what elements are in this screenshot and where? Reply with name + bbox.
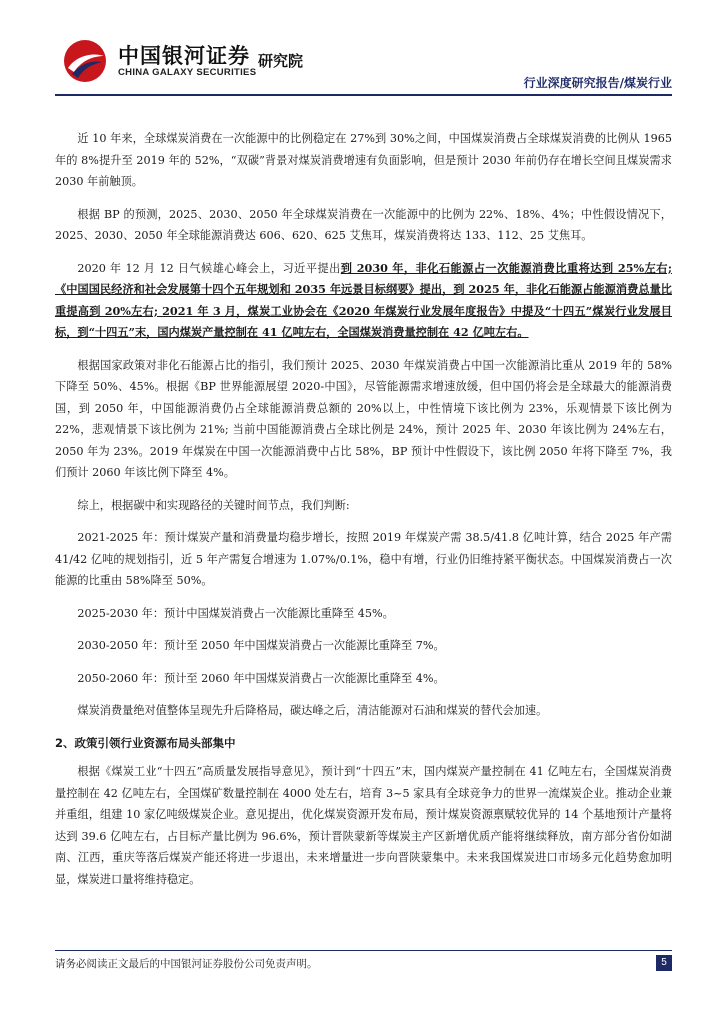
footer-disclaimer: 请务必阅读正文最后的中国银河证券股份公司免责声明。 [55,958,318,970]
brand-name-en: CHINA GALAXY SECURITIES [118,67,257,78]
timeline-item: 2030-2050 年：预计至 2050 年中国煤炭消费占一次能源比重降至 7%。 [77,639,445,652]
galaxy-logo-icon [62,38,108,84]
timeline-item: 2025-2030 年：预计中国煤炭消费占一次能源比重降至 45%。 [77,606,394,620]
paragraph: 根据国家政策对非化石能源占比的指引，我们预计 2025、2030 年煤炭消费占中国一次能源消比重从 2019 年的 58%下降至 50%、45%。根据《BP 世界能源展望 2020-中国》，尽管能源需求增速放缓，但中国仍将会是全球最大的能源消费国，到 2050 年，中国能源消费仍占全球能源消费总额的 20%以上，中性情境下该比例为 23%，乐观情景下该比例为 22%，悲观情景下该比例为 21%; 当前中国能源消费占全球比例是 24%，预计 2025 年、2030 年该比例为 24%左右，2050 年为 23%。2019 年煤炭在中国一次能源消费中占比 58%，BP 预计中性假设下，该比例 2050 年将下降至 7%，我们预计 2060 年该比例下降至 4%。 [55,358,672,479]
main-content [55,128,672,901]
paragraph-lead: 2020 年 12 月 12 日气候雄心峰会上，习近平提出 [77,261,341,275]
paragraph: 根据《煤炭工业“十四五”高质量发展指导意见》，预计到“十四五”末，国内煤炭产量控制在 41 亿吨左右，全国煤炭消费量控制在 42 亿吨左右，全国煤矿数量控制在 4000 处左右，培育 3~5 家具有全球竞争力的世界一流煤炭企业。推动企业兼并重组，组建 10 家亿吨级煤炭企业。意见提出，优化煤炭资源开发布局，预计煤炭资源禀赋较优异的 14 个基地预计产量将达到 39.6 亿吨左右，占目标产量比例为 96.6%，预计晋陕蒙新等煤炭主产区新增优质产能将继续释放，南方部分省份如湖南、江西，重庆等落后煤炭产能还将进一步退出，未来增量进一步向晋陕蒙集中。未来我国煤炭进口市场多元化趋势愈加明显，煤炭进口量将维持稳定。 [55,765,672,886]
brand-department: 研究院 [258,52,304,70]
paragraph: 近 10 年来，全球煤炭消费在一次能源中的比例稳定在 27%到 30%之间，中国煤炭消费占全球煤炭消费的比例从 1965 年的 8%提升至 2019 年的 52%，“双碳”背景对煤炭消费增速有负面影响，但是预计 2030 年前仍存在增长空间且煤炭需求 2030 年前触顶。 [55,132,672,188]
highlighted-policy-text: 到 2030 年，非化石能源占一次能源消费比重将达到 25%左右;《中国国民经济和社会发展第十四个五年规划和 2035 年远景目标纲要》提出，到 2025 年，非化石能源占能源消费总量比重提高到 20%左右; 2021 年 3 月，煤炭工业协会在《2020 年煤炭行业发展年度报告》中提及“十四五”煤炭行业发展目标，到“十四五”末，国内煤炭产量控制在 41 亿吨左右，全国煤炭消费量控制在 42 亿吨左右。 [55,260,672,339]
section-heading: 2、政策引领行业资源布局头部集中 [55,735,236,750]
paragraph: 煤炭消费量绝对值整体呈现先升后降格局，碳达峰之后，清洁能源对石油和煤炭的替代会加速。 [77,704,548,717]
report-type-label: 行业深度研究报告/煤炭行业 [523,76,672,90]
page-number: 5 [656,955,672,971]
paragraph: 综上，根据碳中和实现路径的关键时间节点，我们判断: [77,498,350,512]
header-divider [55,94,672,96]
footer-divider [55,950,672,951]
paragraph-highlighted [55,258,672,344]
timeline-item: 2021-2025 年：预计煤炭产量和消费量均稳步增长，按照 2019 年煤炭产需 38.5/41.8 亿吨计算，结合 2025 年产需 41/42 亿吨的规划指引，近 5 年产需复合增速为 1.07%/0.1%，稳中有增，行业仍旧维持紧平衡状态。中国煤炭消费占一次能源的比重由 58%降至 50%。 [55,531,672,587]
timeline-item: 2050-2060 年：预计至 2060 年中国煤炭消费占一次能源比重降至 4%。 [77,671,445,685]
page-header [0,0,724,96]
brand-name-cn: 中国银河证券 [118,44,250,68]
paragraph: 根据 BP 的预测，2025、2030、2050 年全球煤炭消费在一次能源中的比例为 22%、18%、4%；中性假设情况下，2025、2030、2050 年全球能源消费达 606、620、625 艾焦耳，煤炭消费将达 133、112、25 艾焦耳。 [55,207,672,242]
